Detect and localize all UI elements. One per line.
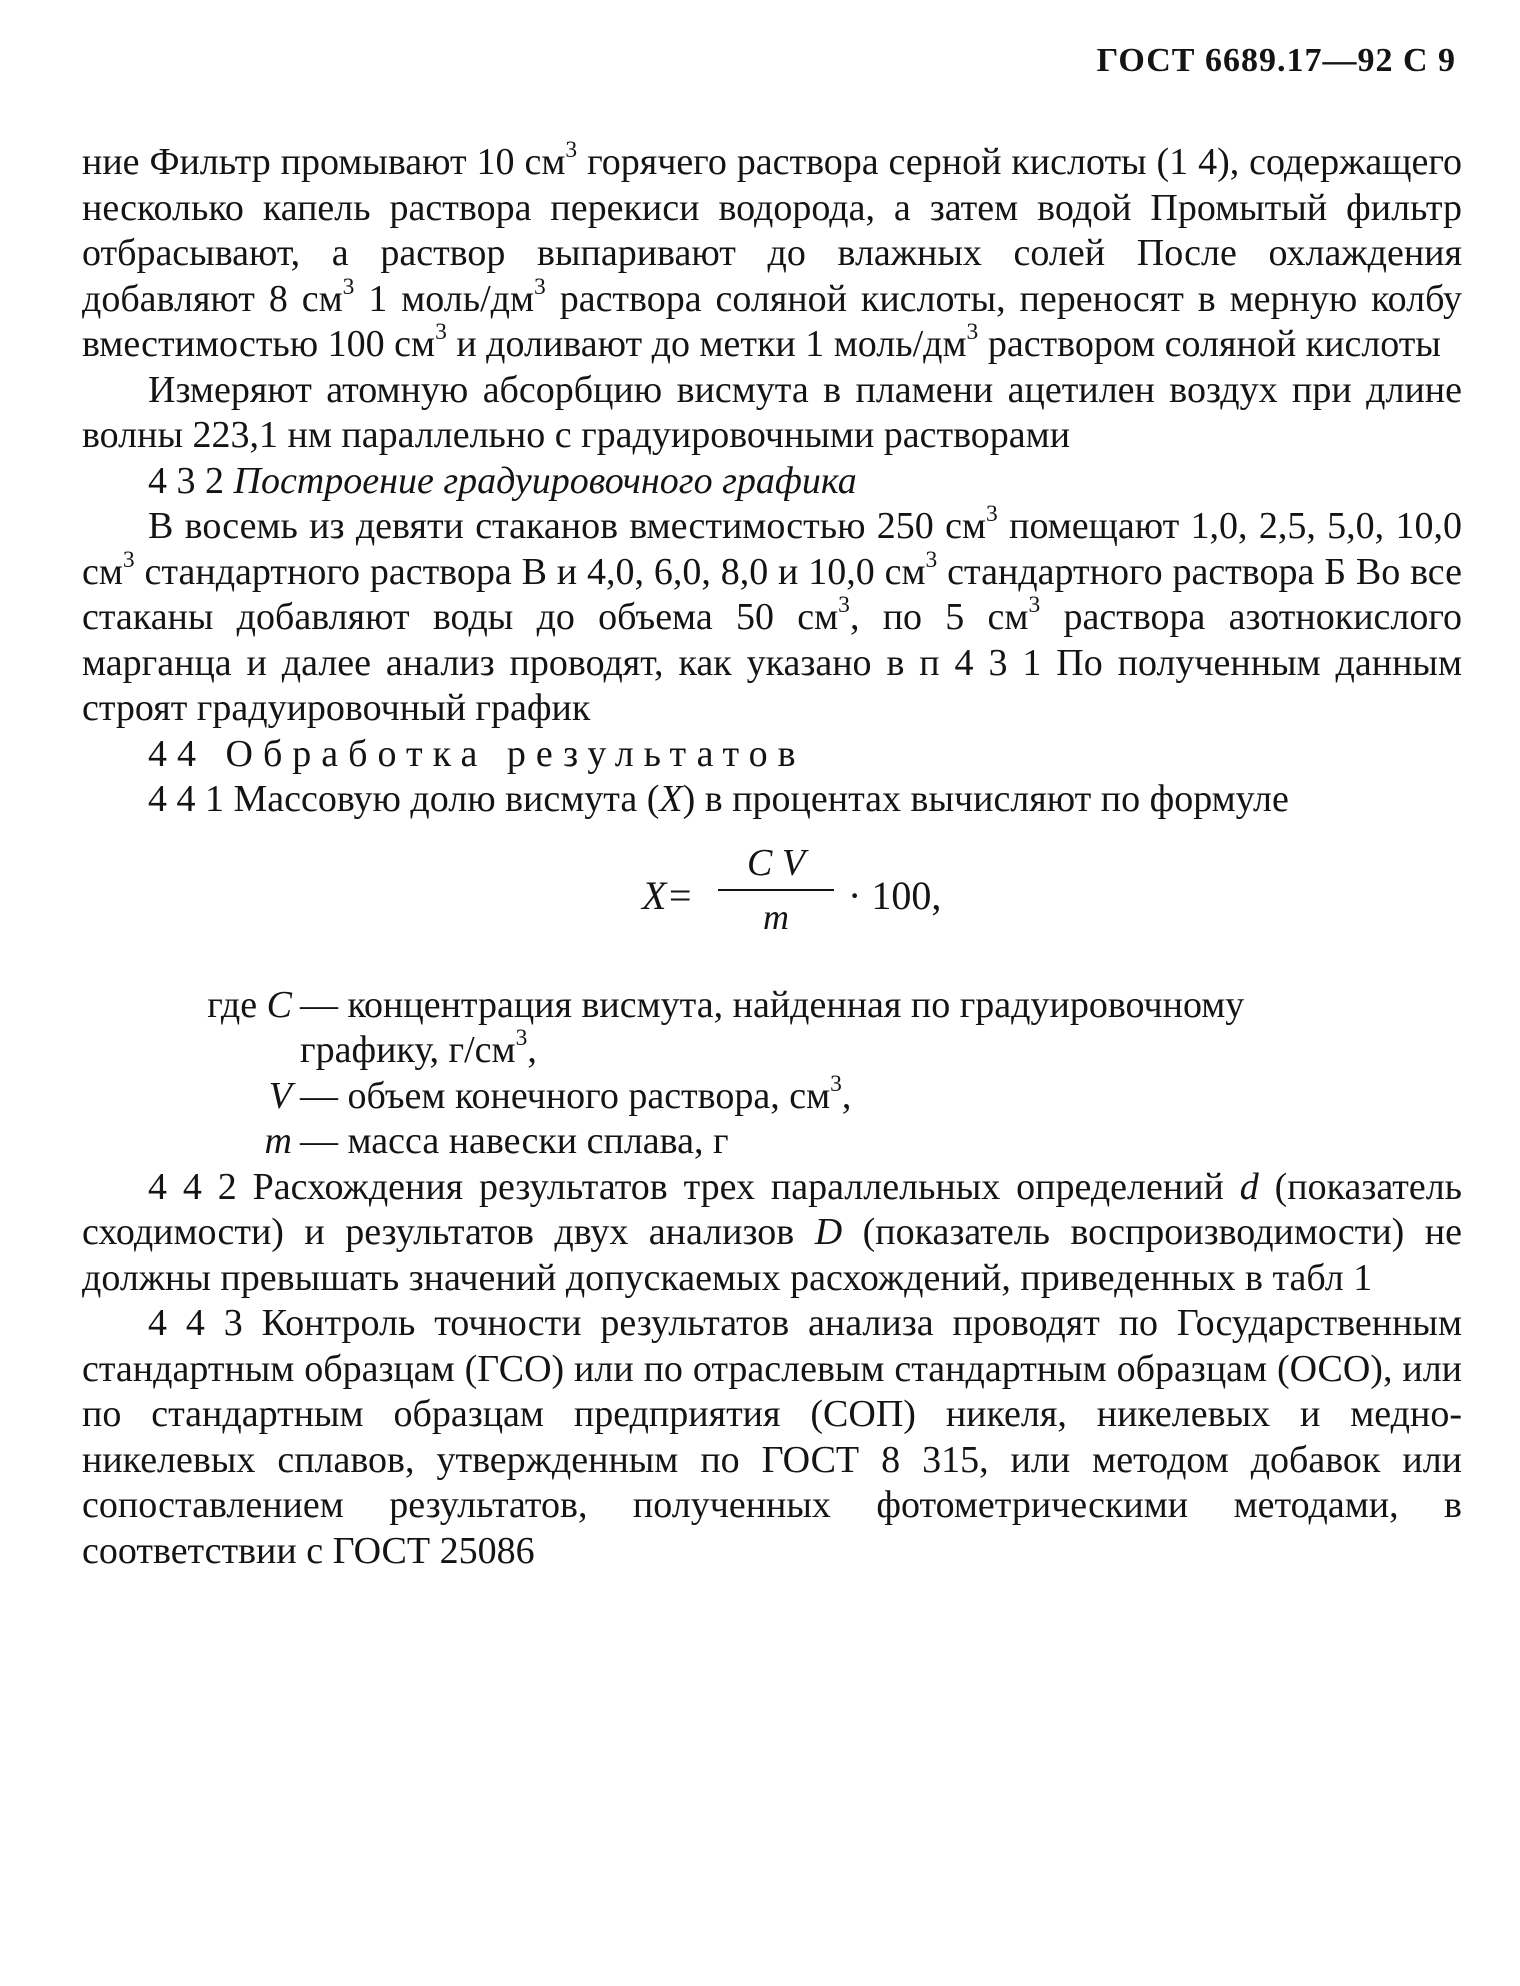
superscript: 3 [515, 1025, 528, 1052]
section-number: 4 3 2 [148, 459, 234, 502]
variable-d: d [1239, 1165, 1259, 1208]
superscript: 3 [1028, 592, 1041, 619]
superscript: 3 [966, 319, 979, 346]
section-heading-4-4: 44 Обработка результатов [148, 732, 806, 775]
superscript: 3 [534, 273, 546, 300]
legend-symbol: V [268, 1074, 292, 1117]
formula-numerator: C V [746, 841, 806, 884]
text-span: и доливают до метки 1 моль/дм [446, 323, 967, 365]
paragraph-measure: Измеряют атомную абсорбцию висмута в пламени ацетилен воздух при длине волны 223,1 нм параллельно с градуировочными растворами [82, 368, 1462, 456]
variable-x: X [659, 778, 683, 820]
text-span: В восемь из девяти стаканов вместимостью 250 см [148, 505, 987, 547]
text-span: стандартного раствора Б Во все стаканы добавляют воды до объема 50 см [82, 550, 1462, 638]
text-span: 4 4 1 Массовую долю висмута ( [148, 778, 660, 820]
formula [82, 835, 1462, 975]
superscript: 3 [838, 592, 850, 619]
formula-fraction [712, 841, 840, 941]
section-title: Построение градуировочного графика [233, 459, 857, 502]
section-heading-4-3-2 [82, 459, 1462, 505]
legend-text: — концентрация висмута, найденная по градуировочному [300, 983, 1245, 1026]
legend-lead [82, 1074, 300, 1120]
formula-lhs: X= [642, 872, 694, 918]
legend-row-v [82, 1070, 1462, 1120]
superscript: 3 [565, 137, 578, 164]
text-span: графику, г/см [300, 1029, 516, 1071]
text-span: , по 5 см [849, 596, 1029, 638]
text-span: раствора соляной кислоты, переносят в мерную колбу вместимостью 100 см [82, 277, 1463, 365]
text-span: стандартного раствора В и 4,0, 6,0, 8,0 и 10,0 см [134, 550, 926, 593]
formula-legend [82, 983, 1462, 1165]
legend-row-c-cont [82, 1025, 1462, 1074]
superscript: 3 [830, 1070, 842, 1097]
text-span: раствором соляной кислоты [978, 323, 1441, 365]
fraction-bar [718, 889, 834, 891]
paragraph-4-4-1 [82, 777, 1462, 823]
text-span: ) в процентах вычисляют по формуле [682, 778, 1289, 820]
text-span: 1 моль/дм [354, 277, 535, 320]
superscript: 3 [435, 319, 447, 346]
text-span: 4 4 2 Расхождения результатов трех параллельных определений [148, 1165, 1240, 1208]
legend-row-m [82, 1119, 1462, 1165]
legend-text: — масса навески сплава, г [300, 1120, 729, 1162]
text-span: — объем конечного раствора, см [300, 1074, 831, 1117]
paragraph-filter-wash [82, 137, 1463, 368]
text-span: помещают 1,0, 2,5, 5,0, 10,0 см [82, 505, 1462, 593]
paragraph-calibration [82, 501, 1463, 732]
legend-lead [82, 983, 300, 1029]
text-span: , [841, 1074, 852, 1117]
text-span: (показатель воспроизводимости) не должны превышать значений допускаемых расхождений, приведенных в табл 1 [82, 1211, 1462, 1299]
superscript: 3 [925, 546, 938, 573]
formula-rhs: · 100, [848, 872, 942, 918]
text-span: раствора азотнокислого марганца и далее анализ проводят, как указано в п 4 3 1 По полученным данным строят градуировочный график [82, 596, 1463, 729]
document-body [82, 137, 1463, 1574]
text-span: (показатель сходимости) и результатов двух анализов [82, 1165, 1462, 1253]
paragraph-4-4-2 [82, 1165, 1462, 1302]
legend-text [300, 1070, 1462, 1120]
text-span: горячего раствора серной кислоты (1 4), содержащего несколько капель раствора перекиси водорода, а затем водой Промытый фильтр отбрасывают, а раствор выпаривают до влажных солей После охлаждения добавляют 8 см [82, 141, 1462, 320]
formula-denominator: m [763, 896, 789, 937]
superscript: 3 [986, 501, 998, 528]
superscript: 3 [122, 546, 135, 573]
text-span: , [527, 1029, 537, 1071]
legend-symbol: m [264, 1120, 292, 1162]
page-header: ГОСТ 6689.17—92 С 9 [1096, 42, 1456, 79]
paragraph-4-4-3: 4 4 3 Контроль точности результатов анализа проводят по Государственным стандартным образцам (ГСО) или по отраслевым стандартным образцам (ОСО), или по стандартным образцам предприятия (СОП) никеля, никелевых и медно-никелевых сплавов, утвержденным по ГОСТ 8 315, или методом добавок или сопоставлением результатов, полученных фотометрическими методами, в соответствии с ГОСТ 25086 [82, 1302, 1462, 1572]
legend-text [82, 1025, 1462, 1074]
text-span: ние Фильтр промывают 10 см [82, 141, 566, 183]
legend-lead [82, 1119, 300, 1165]
variable-D: D [814, 1211, 843, 1253]
text-span: где [207, 983, 267, 1026]
legend-row-c [82, 983, 1462, 1029]
legend-symbol: C [266, 983, 292, 1026]
superscript: 3 [342, 273, 355, 300]
